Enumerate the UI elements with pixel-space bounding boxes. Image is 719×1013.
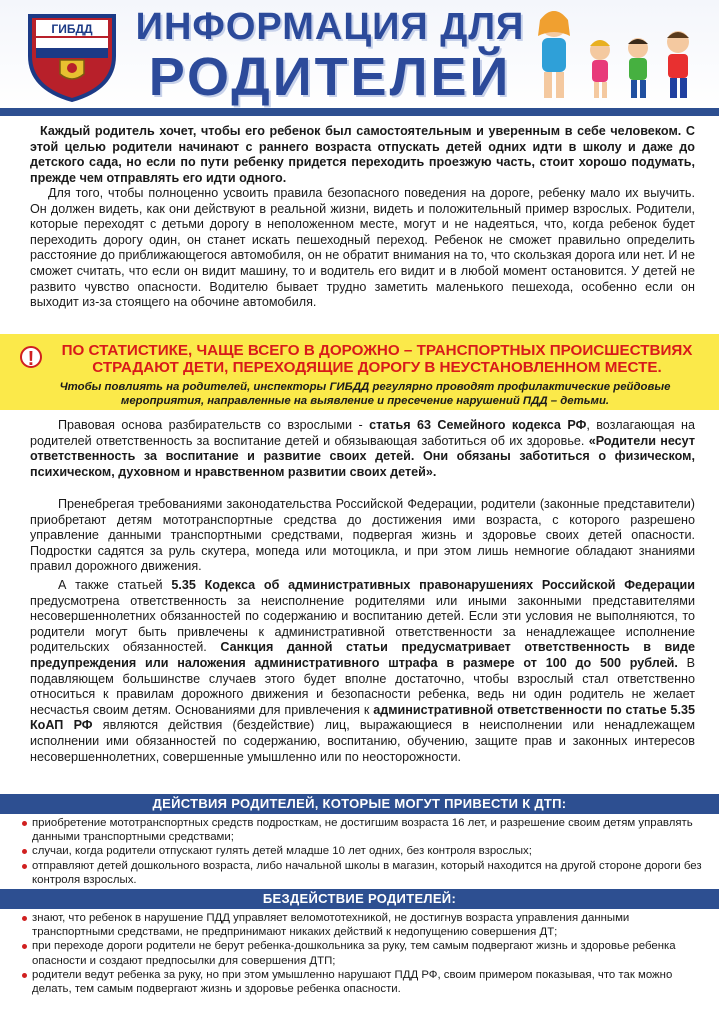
title-line-1: ИНФОРМАЦИЯ ДЛЯ — [135, 6, 525, 48]
legal-paragraph-2: Пренебрегая требованиями законодательства Российской Федерации, родители (законные представители) приобретают детям мототранспортные средства до достижения ими возраста, с которого разрешено управление данными транспортными средствами, подвергая жизнь и здоровье своих детей опасности. Подростки садятся за руль скутера, мопеда или мотоцикла, и при этом лишь немногие обладают знаниями правил дорожного движения. — [30, 497, 695, 574]
legal-text: , возлагающая на родителей ответственность за воспитание детей и обязывающая заботиться об их здоровье. — [30, 418, 695, 448]
exclamation-icon: ! — [20, 346, 42, 368]
list-item — [22, 911, 702, 939]
warning-heading: ПО СТАТИСТИКЕ, ЧАЩЕ ВСЕГО В ДОРОЖНО – ТРАНСПОРТНЫХ ПРОИСШЕСТВИЯХ СТРАДАЮТ ДЕТИ, ПЕРЕХОДЯЩИЕ ДОРОГУ В НЕУСТАНОВЛЕННОМ МЕСТЕ. — [61, 342, 693, 376]
list-item-text: отправляют детей дошкольного возраста, либо начальной школы в магазин, который находится на другой стороне дороги без контроля взрослых. — [32, 859, 702, 886]
list-item-text: родители ведут ребенка за руку, но при этом умышленно нарушают ПДД РФ, своим примером показывая, что так можно делать, тем самым подвергают жизнь и здоровье ребенка опасности. — [32, 968, 673, 996]
legal-paragraph-3 — [30, 578, 695, 765]
legal-text: являются действия (бездействие) лиц, выражающиеся в неисполнении или ненадлежащем исполнении ими обязанностей по содержанию, воспитанию, обучению, защите прав и законных интересов несовершеннолетних, совершенные умышленно или по неосторожности. — [30, 718, 695, 764]
list-item-text: приобретение мототранспортных средств подросткам, не достигшим возраста 16 лет, и разрешение своим детям управлять данными транспортными средствами; — [32, 817, 693, 844]
list-item — [22, 968, 702, 996]
bullet-icon — [22, 864, 27, 869]
legal-text: предусмотрена ответственность за неисполнение родителями или иными законными представителями несовершеннолетних обязанностей по содержанию и воспитанию детей. Если эти условия не выполняются, то родители могут быть привлечены к административной ответственности за ненадлежащее исполнение родительских обязанностей. — [30, 593, 695, 655]
inaction-heading: БЕЗДЕЙСТВИЕ РОДИТЕЛЕЙ: — [0, 889, 719, 909]
inaction-list — [22, 911, 702, 996]
bullet-icon — [22, 973, 27, 978]
list-item — [22, 939, 702, 967]
family-illustration-icon — [520, 2, 710, 106]
bullet-icon — [22, 916, 27, 921]
actions-heading: ДЕЙСТВИЯ РОДИТЕЛЕЙ, КОТОРЫЕ МОГУТ ПРИВЕСТИ К ДТП: — [0, 794, 719, 814]
actions-list — [22, 816, 702, 887]
gibdd-emblem-icon — [22, 10, 122, 102]
intro-paragraph-2: Для того, чтобы полноценно усвоить правила безопасного поведения на дороге, ребенку мало их выучить. Он должен видеть, как они действуют в реальной жизни, видеть и положительный пример взрослых. Родители, которые переходят с детьми дорогу в неположенном месте, могут и не надеяться, что, когда ребенок будет переходить дорогу один, он станет искать пешеходный переход. Ребенок не сможет правильно определить расстояние до приближающегося автомобиля, он не обратит внимания на то, что скользкая дорога или нет. И не сможет считать, что если он видит машину, то и водитель его видит и в любой момент остановится. У детей не развито чувство опасности. Водителю бывает трудно заметить маленького пешехода, особенно если он выходит из-за стоящего на обочине автомобиля. — [30, 186, 695, 310]
legal-paragraph-1 — [30, 418, 695, 480]
legal-bold: статья 63 Семейного кодекса РФ — [369, 418, 587, 432]
bullet-icon — [22, 849, 27, 854]
intro-paragraph-1: Каждый родитель хочет, чтобы его ребенок был самостоятельным и уверенным в себе человеком. С этой целью родители начинают с раннего возраста отпускать детей одних идти в школу и даже до детского сада, но если по пути ребенку придется переходить проезжую часть, стоит хорошо подумать, прежде чем отправлять его идти одного. — [30, 124, 695, 185]
title-line-2: РОДИТЕЛЕЙ — [148, 47, 512, 107]
legal-text: А также статьей — [58, 578, 172, 592]
legal-bold: Санкция данной статьи предусматривает ответственность в виде предупреждения или наложения административного штрафа в размере от 100 до 500 рублей. — [30, 640, 695, 670]
bullet-icon — [22, 821, 27, 826]
legal-bold: 5.35 Кодекса об административных правонарушениях Российской Федерации — [171, 578, 695, 592]
list-item-text: при переходе дороги родители не берут ребенка-дошкольника за руку, тем самым подвергают жизнь и здоровье ребенка опасности и создают предпосылки для совершения ДТП; — [32, 940, 676, 967]
legal-bold: административной ответственности по статье 5.35 КоАП РФ — [30, 702, 695, 733]
logo-text: ГИБДД — [51, 22, 93, 36]
legal-text: Правовая основа разбирательств со взрослыми - — [58, 418, 370, 432]
warning-subtext: Чтобы повлиять на родителей, инспекторы ГИБДД регулярно проводят профилактические рейдовые мероприятия, направленные на выявление и пресечение нарушений ПДД – детьми. — [59, 381, 671, 407]
list-item — [22, 859, 702, 887]
legal-quote: «Родители несут ответственность за воспитание и развитие своих детей. Они обязаны заботиться о физическом, психическом, духовном и нравственном развитии своих детей». — [30, 433, 695, 479]
header-divider — [0, 108, 719, 116]
warning-banner — [0, 334, 719, 410]
list-item-text: случаи, когда родители отпускают гулять детей младше 10 лет одних, без контроля взрослых; — [32, 845, 532, 858]
bullet-icon — [22, 944, 27, 949]
header — [0, 0, 719, 108]
legal-text: В подавляющем большинстве случаев этого будет вполне достаточно, чтобы взрослый стал ответственно относиться к правилам дорожного движения и безопасности ребенка, ведь ни один родитель не желает несчастья своим детям. Основаниями для привлечения к — [30, 655, 695, 717]
list-item-text: знают, что ребенок в нарушение ПДД управляет веломототехникой, не достигнув возраста управления данными транспортными средствами, не предпринимают никаких действий к недопущению совершения ДТ; — [32, 912, 630, 939]
list-item — [22, 844, 702, 858]
list-item — [22, 816, 702, 844]
